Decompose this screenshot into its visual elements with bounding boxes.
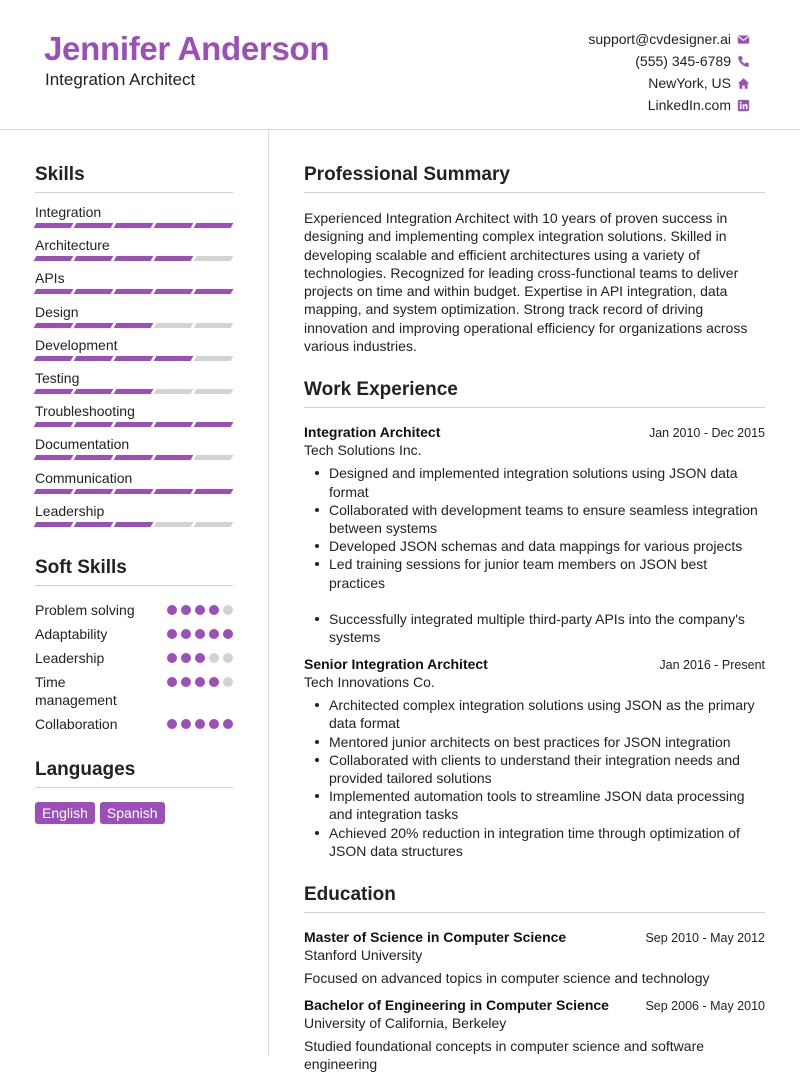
job-date: Jan 2010 - Dec 2015 bbox=[648, 426, 765, 441]
soft-skill-label: Collaboration bbox=[35, 715, 118, 732]
skill-item bbox=[35, 498, 233, 531]
rating-bar-filled bbox=[114, 356, 154, 361]
right-column bbox=[304, 130, 765, 1074]
job-date: Jan 2016 - Present bbox=[659, 658, 765, 673]
rating-dot-empty bbox=[209, 653, 219, 663]
rating-dot-filled bbox=[195, 605, 205, 615]
phone-icon bbox=[737, 55, 750, 68]
skill-item bbox=[35, 465, 233, 498]
soft-skill-item bbox=[35, 715, 233, 733]
soft-skill-label: Time management bbox=[35, 673, 117, 708]
rating-bar-filled bbox=[74, 323, 114, 328]
rating-bar-filled bbox=[34, 389, 74, 394]
job-bullet: Collaborated with clients to understand their integration needs and provided tailored solutions bbox=[304, 751, 765, 787]
languages-list bbox=[35, 802, 233, 824]
soft-skill-label: Problem solving bbox=[35, 601, 135, 618]
home-icon bbox=[737, 77, 750, 90]
rating-bar-filled bbox=[154, 422, 194, 427]
degree-title: Bachelor of Engineering in Computer Science bbox=[304, 997, 609, 1014]
linkedin-icon bbox=[737, 99, 750, 112]
summary-heading: Professional Summary bbox=[304, 164, 765, 193]
rating-bar-filled bbox=[34, 455, 74, 460]
rating-dot-filled bbox=[167, 719, 177, 729]
rating-dot-filled bbox=[195, 719, 205, 729]
skill-item bbox=[35, 265, 233, 298]
soft-skill-label: Leadership bbox=[35, 649, 105, 666]
rating-bar-empty bbox=[194, 256, 234, 261]
rating-bar-filled bbox=[154, 489, 194, 494]
rating-bar-filled bbox=[74, 422, 114, 427]
rating-bar-filled bbox=[74, 356, 114, 361]
rating-dot-filled bbox=[223, 629, 233, 639]
rating-bar-filled bbox=[74, 455, 114, 460]
skill-rating-bars bbox=[35, 356, 233, 361]
education-heading: Education bbox=[304, 884, 765, 913]
education-entry bbox=[304, 929, 765, 987]
job-bullets bbox=[304, 696, 765, 860]
rating-bar-filled bbox=[114, 489, 154, 494]
soft-skills-list bbox=[35, 601, 233, 733]
skill-rating-bars bbox=[35, 256, 233, 261]
rating-dot-filled bbox=[167, 677, 177, 687]
soft-skill-item bbox=[35, 601, 233, 619]
contact-email-text: support@cvdesigner.ai bbox=[588, 31, 731, 47]
candidate-title: Integration Architect bbox=[45, 70, 196, 89]
skill-label: Integration bbox=[35, 204, 102, 220]
rating-bar-empty bbox=[154, 522, 194, 527]
rating-dot-filled bbox=[181, 719, 191, 729]
skill-label: Development bbox=[35, 336, 118, 353]
rating-bar-filled bbox=[194, 223, 234, 228]
rating-bar-filled bbox=[154, 289, 194, 294]
left-column bbox=[35, 130, 233, 824]
job-bullets bbox=[304, 464, 765, 646]
job-bullet: Mentored junior architects on best practices for JSON integration bbox=[304, 733, 765, 751]
language-tag: English bbox=[35, 802, 95, 824]
skills-list bbox=[35, 199, 233, 531]
school-name: Stanford University bbox=[304, 947, 423, 964]
skill-rating-bars bbox=[35, 289, 233, 294]
rating-bar-filled bbox=[34, 489, 74, 494]
experience-heading: Work Experience bbox=[304, 379, 765, 408]
rating-dot-filled bbox=[209, 605, 219, 615]
job-entry bbox=[304, 424, 765, 646]
rating-bar-empty bbox=[194, 389, 234, 394]
skill-item bbox=[35, 299, 233, 332]
soft-skill-item bbox=[35, 649, 233, 667]
skill-label: Communication bbox=[35, 469, 133, 486]
skill-rating-bars bbox=[35, 223, 233, 228]
contact-phone-text: (555) 345-6789 bbox=[635, 53, 731, 69]
rating-bar-filled bbox=[74, 489, 114, 494]
job-bullet: Designed and implemented integration solutions using JSON data format bbox=[304, 464, 765, 500]
rating-dot-filled bbox=[167, 605, 177, 615]
contact-linkedin-text: LinkedIn.com bbox=[647, 97, 731, 113]
rating-bar-empty bbox=[154, 389, 194, 394]
soft-skill-rating-dots bbox=[167, 649, 233, 663]
rating-bar-filled bbox=[34, 256, 74, 261]
rating-bar-filled bbox=[114, 256, 154, 261]
rating-bar-filled bbox=[74, 522, 114, 527]
rating-dot-filled bbox=[209, 629, 219, 639]
school-name: University of California, Berkeley bbox=[304, 1015, 507, 1032]
rating-bar-filled bbox=[154, 223, 194, 228]
rating-dot-filled bbox=[181, 653, 191, 663]
rating-bar-filled bbox=[114, 289, 154, 294]
language-tag: Spanish bbox=[100, 802, 165, 824]
job-bullet: Successfully integrated multiple third-party APIs into the company's systems bbox=[304, 610, 765, 646]
education-date: Sep 2006 - May 2010 bbox=[645, 999, 765, 1014]
skill-label: Testing bbox=[35, 369, 80, 386]
rating-bar-filled bbox=[74, 223, 114, 228]
candidate-name: Jennifer Anderson bbox=[44, 30, 330, 67]
job-title: Senior Integration Architect bbox=[304, 656, 488, 673]
skill-label: Architecture bbox=[35, 237, 110, 254]
rating-bar-empty bbox=[194, 323, 234, 328]
rating-bar-empty bbox=[194, 455, 234, 460]
degree-title: Master of Science in Computer Science bbox=[304, 929, 567, 946]
skill-label: APIs bbox=[35, 270, 65, 287]
rating-bar-filled bbox=[194, 422, 234, 427]
rating-bar-filled bbox=[194, 489, 234, 494]
rating-dot-empty bbox=[223, 653, 233, 663]
skill-rating-bars bbox=[35, 522, 233, 527]
rating-bar-filled bbox=[154, 356, 194, 361]
rating-bar-filled bbox=[114, 389, 154, 394]
education-date: Sep 2010 - May 2012 bbox=[645, 931, 765, 946]
skill-label: Troubleshooting bbox=[35, 403, 135, 420]
rating-dot-filled bbox=[195, 677, 205, 687]
skill-label: Leadership bbox=[35, 502, 105, 519]
rating-bar-filled bbox=[34, 223, 74, 228]
rating-bar-filled bbox=[114, 422, 154, 427]
skill-item bbox=[35, 431, 233, 464]
rating-dot-filled bbox=[195, 629, 205, 639]
rating-bar-filled bbox=[154, 455, 194, 460]
summary-text: Experienced Integration Architect with 10 years of proven success in designing and implementing complex integration solutions. Skilled in developing scalable and efficient architectures using a variety of technologies. Recognized for leading cross-functional teams to deliver projects on time and within budget. Expertise in API integration, data mapping, and system optimization. Strong track record of driving innovation and improving operational efficiency for organizations across various industries. bbox=[304, 210, 748, 355]
skill-rating-bars bbox=[35, 489, 233, 494]
rating-dot-filled bbox=[223, 719, 233, 729]
contact-email[interactable] bbox=[588, 28, 750, 50]
rating-bar-filled bbox=[194, 289, 234, 294]
rating-bar-filled bbox=[74, 389, 114, 394]
job-title: Integration Architect bbox=[304, 424, 441, 441]
rating-dot-empty bbox=[223, 677, 233, 687]
skill-rating-bars bbox=[35, 455, 233, 460]
soft-skill-rating-dots bbox=[167, 715, 233, 729]
skill-label: Documentation bbox=[35, 436, 130, 453]
soft-skill-label: Adaptability bbox=[35, 625, 108, 642]
rating-dot-filled bbox=[195, 653, 205, 663]
contact-phone[interactable] bbox=[588, 50, 750, 72]
job-company: Tech Innovations Co. bbox=[304, 674, 435, 691]
soft-skill-item bbox=[35, 625, 233, 643]
rating-bar-filled bbox=[114, 522, 154, 527]
skill-rating-bars bbox=[35, 389, 233, 394]
contact-location-text: NewYork, US bbox=[648, 75, 731, 91]
soft-skills-heading: Soft Skills bbox=[35, 557, 233, 586]
job-bullet: Developed JSON schemas and data mappings for various projects bbox=[304, 537, 765, 555]
job-company: Tech Solutions Inc. bbox=[304, 442, 422, 459]
job-bullet: Led training sessions for junior team members on JSON best practices bbox=[304, 555, 765, 591]
rating-bar-empty bbox=[194, 522, 234, 527]
education-description: Studied foundational concepts in computer science and software engineering bbox=[304, 1038, 705, 1073]
rating-dot-filled bbox=[181, 629, 191, 639]
skills-heading: Skills bbox=[35, 164, 233, 193]
job-entry bbox=[304, 656, 765, 860]
envelope-icon bbox=[737, 33, 750, 46]
rating-dot-filled bbox=[209, 719, 219, 729]
rating-dot-filled bbox=[181, 677, 191, 687]
rating-bar-empty bbox=[194, 356, 234, 361]
contact-block bbox=[588, 28, 750, 116]
rating-bar-filled bbox=[114, 323, 154, 328]
education-description: Focused on advanced topics in computer science and technology bbox=[304, 970, 710, 987]
rating-dot-filled bbox=[181, 605, 191, 615]
job-bullet: Achieved 20% reduction in integration time through optimization of JSON data structures bbox=[304, 824, 765, 860]
job-bullet: Implemented automation tools to streamline JSON data processing and integration tasks bbox=[304, 787, 765, 823]
resume-header bbox=[0, 0, 800, 130]
job-bullet: Collaborated with development teams to ensure seamless integration between systems bbox=[304, 501, 765, 537]
contact-location bbox=[588, 72, 750, 94]
rating-bar-filled bbox=[114, 455, 154, 460]
rating-bar-filled bbox=[34, 422, 74, 427]
skill-item bbox=[35, 398, 233, 431]
rating-bar-empty bbox=[154, 323, 194, 328]
rating-bar-filled bbox=[34, 522, 74, 527]
rating-bar-filled bbox=[34, 356, 74, 361]
skill-label: Design bbox=[35, 303, 79, 320]
soft-skill-item bbox=[35, 673, 233, 709]
rating-dot-filled bbox=[209, 677, 219, 687]
languages-heading: Languages bbox=[35, 759, 233, 788]
rating-bar-filled bbox=[34, 323, 74, 328]
column-divider bbox=[268, 130, 269, 1056]
rating-bar-filled bbox=[74, 289, 114, 294]
education-entry bbox=[304, 997, 765, 1073]
skill-rating-bars bbox=[35, 422, 233, 427]
skill-item bbox=[35, 332, 233, 365]
skill-item bbox=[35, 199, 233, 232]
skill-item bbox=[35, 365, 233, 398]
rating-dot-filled bbox=[167, 653, 177, 663]
soft-skill-rating-dots bbox=[167, 673, 233, 687]
rating-bar-filled bbox=[154, 256, 194, 261]
skill-rating-bars bbox=[35, 323, 233, 328]
skill-item bbox=[35, 232, 233, 265]
rating-bar-filled bbox=[114, 223, 154, 228]
rating-bar-filled bbox=[34, 289, 74, 294]
soft-skill-rating-dots bbox=[167, 601, 233, 615]
rating-bar-filled bbox=[74, 256, 114, 261]
rating-dot-filled bbox=[167, 629, 177, 639]
rating-dot-empty bbox=[223, 605, 233, 615]
contact-linkedin[interactable] bbox=[588, 94, 750, 116]
soft-skill-rating-dots bbox=[167, 625, 233, 639]
job-bullet: Architected complex integration solutions using JSON as the primary data format bbox=[304, 696, 765, 732]
